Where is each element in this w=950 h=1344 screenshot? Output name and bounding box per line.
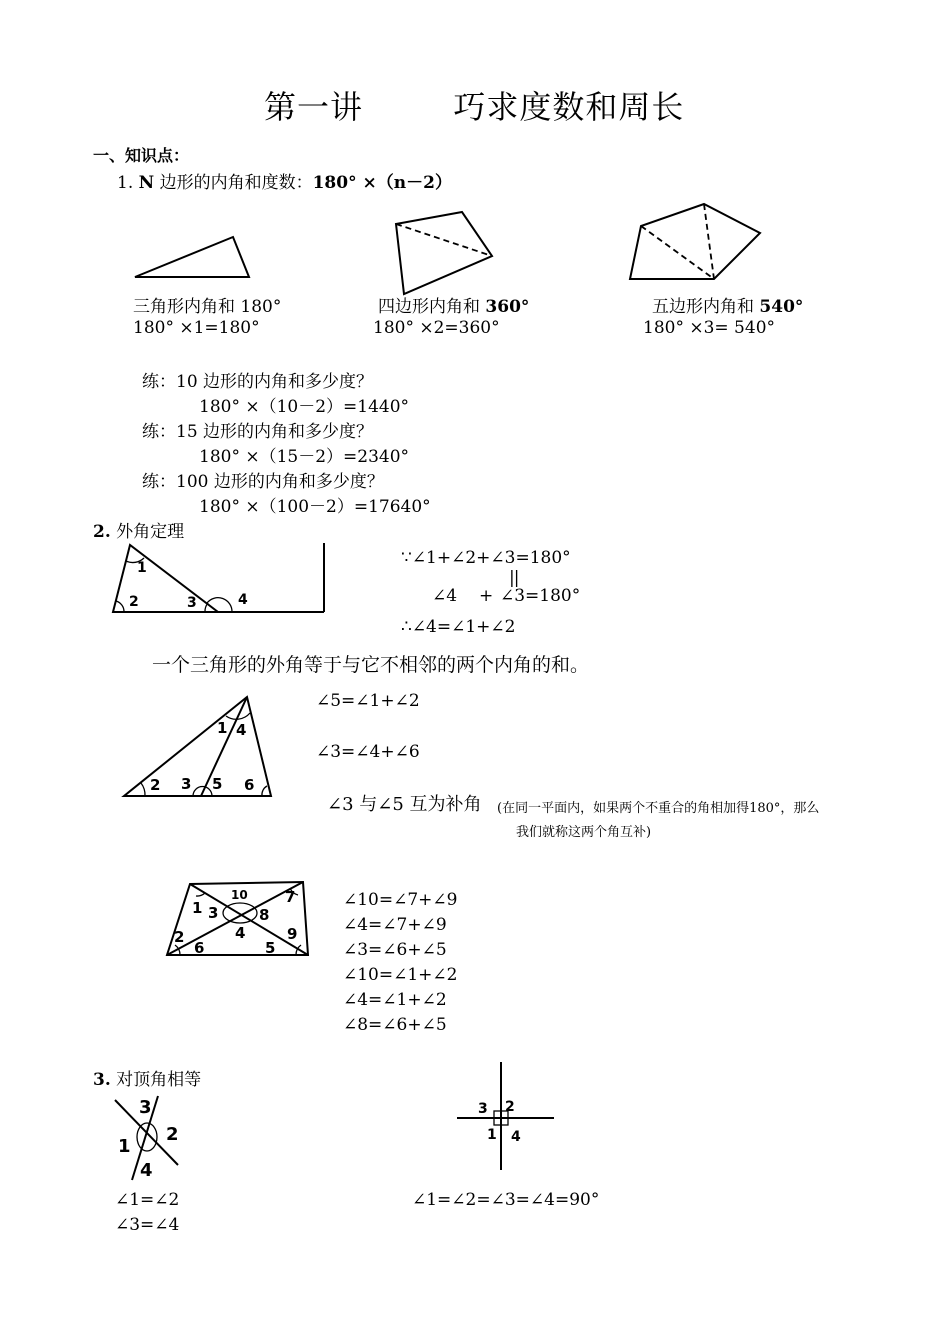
proof-line-2c: ∠3=180° bbox=[500, 586, 581, 606]
supplement-statement: ∠3 与∠5 互为补角 bbox=[327, 794, 482, 815]
section2-heading-text: 外角定理 bbox=[110, 522, 185, 542]
formula-value: 180° bbox=[312, 173, 357, 193]
fig3-label-1: 1 bbox=[192, 899, 203, 917]
fig3-label-3: 3 bbox=[208, 904, 219, 922]
formula-rest: ×（n－2） bbox=[356, 173, 452, 193]
fig3-eq-4: ∠10=∠1+∠2 bbox=[343, 965, 458, 985]
proof-line-1: ∵∠1+∠2+∠3=180° bbox=[401, 548, 571, 568]
proof-line-3: ∴∠4=∠1+∠2 bbox=[401, 617, 516, 637]
fig1-label-2: 2 bbox=[129, 594, 139, 610]
supplement-note-2: 我们就称这两个角互补) bbox=[516, 825, 652, 840]
proof-line-2a: ∠4 bbox=[432, 586, 458, 606]
fig2-eq-1: ∠5=∠1+∠2 bbox=[316, 691, 420, 711]
caption-quadrilateral-text: 四边形内角和 bbox=[378, 297, 486, 317]
title-part1: 第一讲 bbox=[264, 88, 364, 126]
caption-pentagon-value: 540° bbox=[759, 297, 804, 317]
exercise-1-question: 练：10 边形的内角和多少度？ bbox=[142, 372, 374, 392]
fig3-label-5: 5 bbox=[265, 939, 276, 957]
fig1-label-3: 3 bbox=[187, 595, 197, 611]
fig2-label-2: 2 bbox=[150, 776, 161, 794]
caption-pentagon-text: 五边形内角和 bbox=[652, 297, 760, 317]
calc-quadrilateral: 180° ×2=360° bbox=[373, 318, 500, 338]
section1-heading: 一、知识点： bbox=[93, 146, 190, 165]
fig2-label-5: 5 bbox=[212, 775, 223, 793]
formula-text: 边形的内角和度数： bbox=[154, 173, 313, 193]
caption-triangle-text: 三角形内角和 bbox=[133, 297, 241, 317]
fig3-eq-6: ∠8=∠6+∠5 bbox=[343, 1015, 447, 1035]
exercise-2-question: 练：15 边形的内角和多少度？ bbox=[142, 422, 374, 442]
exercise-3-answer: 180° ×（100－2）=17640° bbox=[199, 497, 431, 517]
fig3-label-4: 4 bbox=[235, 924, 246, 942]
fig3-eq-3: ∠3=∠6+∠5 bbox=[343, 940, 447, 960]
fig2-label-1: 1 bbox=[217, 719, 228, 737]
formula-n: N bbox=[138, 173, 155, 193]
perp-fig-label-3: 3 bbox=[478, 1101, 488, 1117]
fig2-label-4: 4 bbox=[236, 721, 247, 739]
fig3-label-8: 8 bbox=[259, 906, 270, 924]
calc-triangle: 180° ×1=180° bbox=[133, 318, 260, 338]
section3-heading-text: 对顶角相等 bbox=[110, 1070, 202, 1090]
exercise-1-answer: 180° ×（10－2）=1440° bbox=[199, 397, 410, 417]
perpendicular-eq: ∠1=∠2=∠3=∠4=90° bbox=[412, 1190, 600, 1210]
fig1-label-4: 4 bbox=[238, 592, 248, 608]
perp-fig-label-2: 2 bbox=[505, 1099, 515, 1115]
fig3-eq-2: ∠4=∠7+∠9 bbox=[343, 915, 447, 935]
vertical-fig1-label-4: 4 bbox=[140, 1160, 153, 1181]
vertical-fig1-label-2: 2 bbox=[166, 1124, 179, 1145]
exercise-3-question: 练：100 边形的内角和多少度？ bbox=[142, 472, 384, 492]
fig3-label-9: 9 bbox=[287, 925, 298, 943]
caption-triangle-value: 180° bbox=[240, 297, 282, 317]
fig3-label-2: 2 bbox=[174, 928, 185, 946]
title-part2: 巧求度数和周长 bbox=[453, 88, 685, 126]
section3-heading-num: 3. bbox=[93, 1070, 111, 1090]
fig3-eq-1: ∠10=∠7+∠9 bbox=[343, 890, 458, 910]
fig3-label-7: 7 bbox=[285, 888, 296, 906]
fig2-label-3: 3 bbox=[181, 775, 192, 793]
exterior-angle-theorem: 一个三角形的外角等于与它不相邻的两个内角的和。 bbox=[152, 654, 590, 676]
proof-line-2b: + bbox=[479, 586, 494, 606]
fig3-eq-5: ∠4=∠1+∠2 bbox=[343, 990, 447, 1010]
fig2-label-6: 6 bbox=[244, 776, 255, 794]
proof-equal-mark: || bbox=[509, 568, 519, 588]
vertical-eq-2: ∠3=∠4 bbox=[115, 1215, 180, 1235]
fig1-label-1: 1 bbox=[137, 560, 147, 576]
vertical-fig1-label-1: 1 bbox=[118, 1136, 131, 1157]
formula-prefix: 1. bbox=[117, 173, 134, 193]
perp-fig-label-1: 1 bbox=[487, 1127, 497, 1143]
vertical-fig1-label-3: 3 bbox=[139, 1097, 152, 1118]
section2-heading-num: 2. bbox=[93, 522, 111, 542]
fig3-label-10: 10 bbox=[231, 888, 248, 902]
exercise-2-answer: 180° ×（15－2）=2340° bbox=[199, 447, 410, 467]
perp-fig-label-4: 4 bbox=[511, 1129, 521, 1145]
vertical-eq-1: ∠1=∠2 bbox=[115, 1190, 180, 1210]
caption-quadrilateral-value: 360° bbox=[485, 297, 530, 317]
calc-pentagon: 180° ×3= 540° bbox=[643, 318, 776, 338]
fig2-eq-2: ∠3=∠4+∠6 bbox=[316, 742, 420, 762]
supplement-note-1: (在同一平面内，如果两个不重合的角相加得180°，那么 bbox=[497, 801, 820, 816]
fig3-label-6: 6 bbox=[194, 939, 205, 957]
